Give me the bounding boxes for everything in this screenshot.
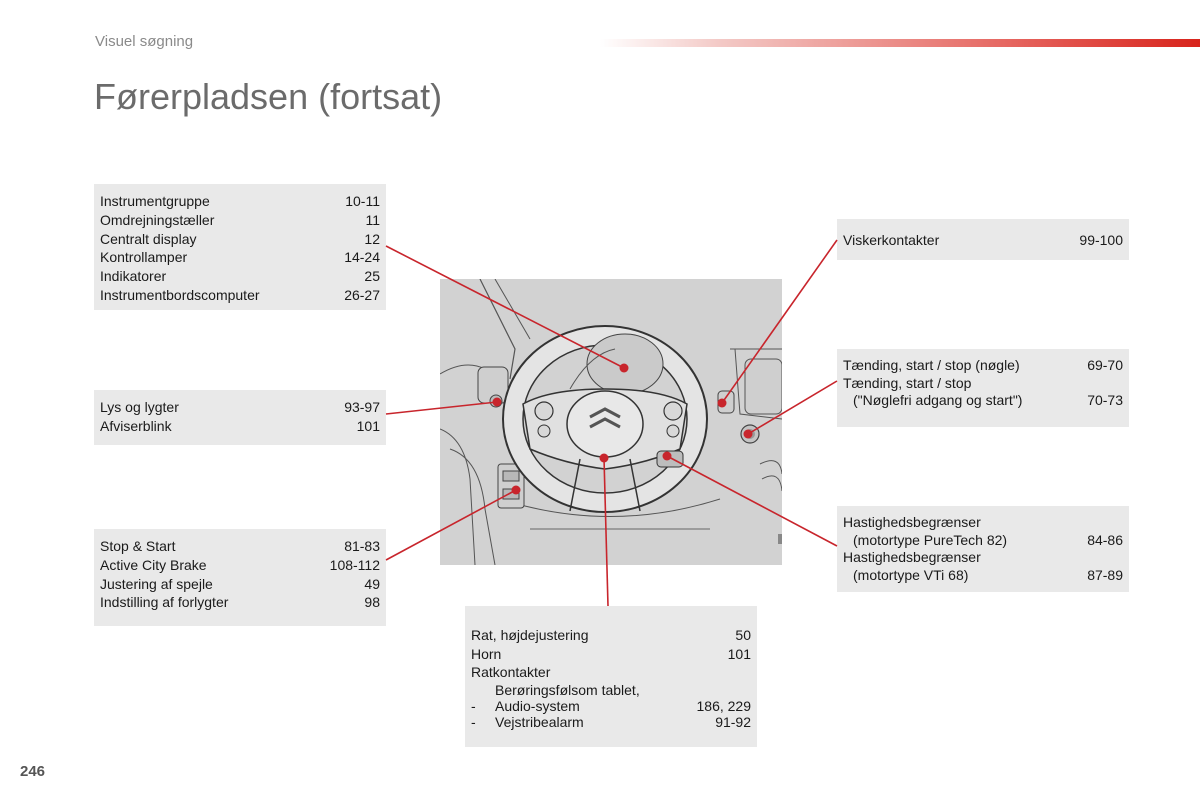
item-label: Justering af spejle	[100, 575, 213, 592]
list-item[interactable]	[843, 357, 1123, 375]
callout-box-instrument	[94, 184, 386, 310]
page-ref: 101	[727, 645, 751, 662]
item-label: Ratkontakter	[471, 664, 551, 680]
list-item[interactable]	[843, 514, 1123, 549]
list-item[interactable]	[100, 248, 380, 267]
page-ref: 69-70	[1087, 357, 1123, 373]
item-label: Active City Brake	[100, 556, 207, 573]
list-item[interactable]	[100, 192, 380, 211]
item-label: Stop & Start	[100, 538, 176, 554]
list-item[interactable]	[471, 626, 751, 645]
item-sublabel: (motortype VTi 68)	[853, 566, 969, 583]
item-label: Omdrejningstæller	[100, 211, 215, 228]
list-item[interactable]	[100, 575, 380, 594]
page-ref: 98	[364, 594, 380, 611]
list-item[interactable]	[100, 211, 380, 230]
item-label: Kontrollamper	[100, 249, 188, 266]
callout-box-speed-limiter	[837, 506, 1129, 592]
item-label: Vejstribealarm	[495, 713, 584, 730]
item-label: Viskerkontakter	[843, 232, 940, 248]
item-label: Hastighedsbegrænser	[843, 514, 981, 530]
page-ref: 26-27	[344, 286, 380, 303]
callout-box-wiper	[837, 219, 1129, 260]
callout-box-ignition	[837, 349, 1129, 427]
list-item[interactable]	[100, 286, 380, 305]
list-item[interactable]	[471, 663, 751, 682]
list-item[interactable]	[100, 230, 380, 249]
dash-marker: -	[471, 697, 476, 714]
list-item[interactable]	[100, 556, 380, 575]
item-label: Instrumentbordscomputer	[100, 286, 260, 303]
item-label: Berøringsfølsom tablet,	[495, 681, 640, 698]
page-ref: 108-112	[329, 556, 380, 573]
item-sublabel: ("Nøglefri adgang og start")	[853, 392, 1023, 408]
list-item[interactable]	[100, 267, 380, 286]
item-label: Horn	[471, 645, 502, 662]
list-item[interactable]	[843, 549, 1123, 584]
sub-list-item[interactable]	[471, 714, 751, 730]
item-label: Instrumentgruppe	[100, 193, 210, 209]
page-ref: 93-97	[344, 399, 380, 415]
list-item[interactable]	[100, 417, 380, 436]
page-ref: 50	[735, 627, 751, 643]
item-label: Afviserblink	[100, 417, 172, 434]
list-item[interactable]	[471, 645, 751, 664]
callout-box-stop-start	[94, 529, 386, 626]
page-ref: 11	[365, 211, 380, 228]
page-ref: 87-89	[1087, 566, 1123, 583]
item-label: Tænding, start / stop	[843, 374, 972, 391]
dash-marker: -	[471, 713, 476, 730]
page-ref: 12	[364, 230, 380, 247]
item-label: Tænding, start / stop (nøgle)	[843, 357, 1020, 373]
callout-box-steering-wheel	[465, 606, 757, 747]
item-label: Rat, højdejustering	[471, 627, 589, 643]
item-label: Audio-system	[495, 697, 580, 714]
steering-wheel-dashboard-icon	[440, 279, 782, 565]
page-ref: 101	[356, 417, 380, 434]
callout-box-lights	[94, 390, 386, 445]
page-ref: 91-92	[715, 713, 751, 730]
page-ref: 81-83	[344, 538, 380, 554]
sub-list-item[interactable]	[471, 682, 751, 714]
list-item[interactable]	[843, 375, 1123, 410]
page-ref: 10-11	[345, 193, 380, 209]
header-section-label: Visuel søgning	[95, 33, 194, 50]
page-ref: 84-86	[1087, 531, 1123, 548]
page-ref: 186, 229	[696, 697, 751, 714]
list-item[interactable]	[100, 537, 380, 556]
list-item[interactable]	[843, 231, 1123, 250]
list-item[interactable]	[100, 593, 380, 612]
steering-wheel-illustration	[440, 279, 782, 565]
page-ref: 25	[364, 268, 380, 285]
item-sublabel: (motortype PureTech 82)	[853, 531, 1008, 548]
item-label: Centralt display	[100, 230, 197, 247]
list-item[interactable]	[100, 398, 380, 417]
header-accent-bar	[600, 39, 1200, 47]
page-number: 246	[20, 763, 46, 780]
page-ref: 49	[364, 575, 380, 592]
page-title: Førerpladsen (fortsat)	[94, 76, 443, 117]
page-ref: 99-100	[1079, 232, 1123, 248]
item-label: Indstilling af forlygter	[100, 594, 229, 611]
item-label: Indikatorer	[100, 268, 167, 285]
item-label: Hastighedsbegrænser	[843, 549, 981, 565]
page-ref: 70-73	[1087, 392, 1123, 408]
item-label: Lys og lygter	[100, 399, 179, 415]
page-ref: 14-24	[344, 249, 380, 266]
